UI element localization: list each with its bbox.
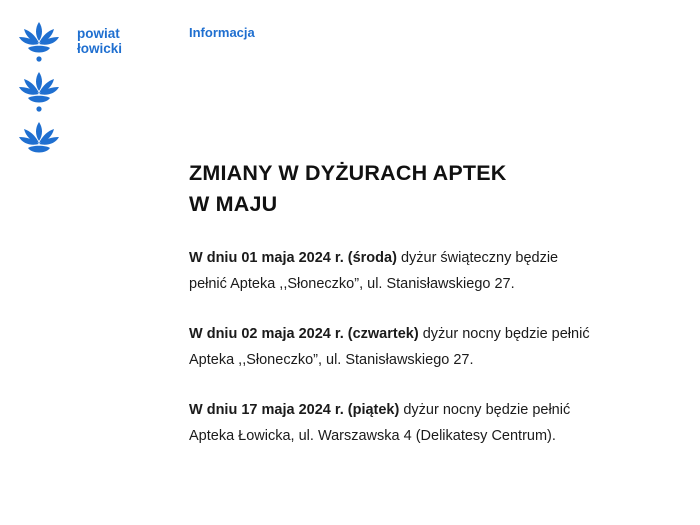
brand-name-line1: powiat [77, 26, 120, 41]
brand-name [77, 26, 122, 56]
title-line2: W MAJU [189, 192, 278, 216]
notice-item [189, 398, 669, 449]
notice-text-a: dyżur świąteczny będzie [396, 250, 559, 266]
brand-logo [18, 18, 62, 168]
title-line1: ZMIANY W DYŻURACH APTEK [189, 161, 507, 185]
section-label: Informacja [189, 25, 255, 40]
notice-text-a: dyżur nocny będzie pełnić [418, 326, 590, 342]
notice-text-b: pełnić Apteka ,,Słoneczko”, ul. Stanisławskiego 27. [189, 275, 515, 292]
flower-emblem-icon [18, 18, 60, 64]
notice-text-b: Apteka ,,Słoneczko”, ul. Stanisławskiego 27. [189, 351, 474, 368]
notice-date: W dniu 02 maja 2024 r. (czwartek) [189, 326, 419, 342]
flower-emblem-icon [18, 68, 60, 114]
brand-name-line2: łowicki [77, 41, 123, 56]
page-title [189, 158, 669, 220]
notice-text-b: Apteka Łowicka, ul. Warszawska 4 (Delikatesy Centrum). [189, 427, 556, 444]
notice-item [189, 246, 669, 297]
flower-emblem-icon [18, 118, 60, 164]
notice-date: W dniu 17 maja 2024 r. (piątek) [189, 402, 400, 418]
notice-list [189, 246, 669, 474]
notice-date: W dniu 01 maja 2024 r. (środa) [189, 250, 397, 266]
notice-text-a: dyżur nocny będzie pełnić [399, 402, 571, 418]
notice-item [189, 322, 669, 373]
